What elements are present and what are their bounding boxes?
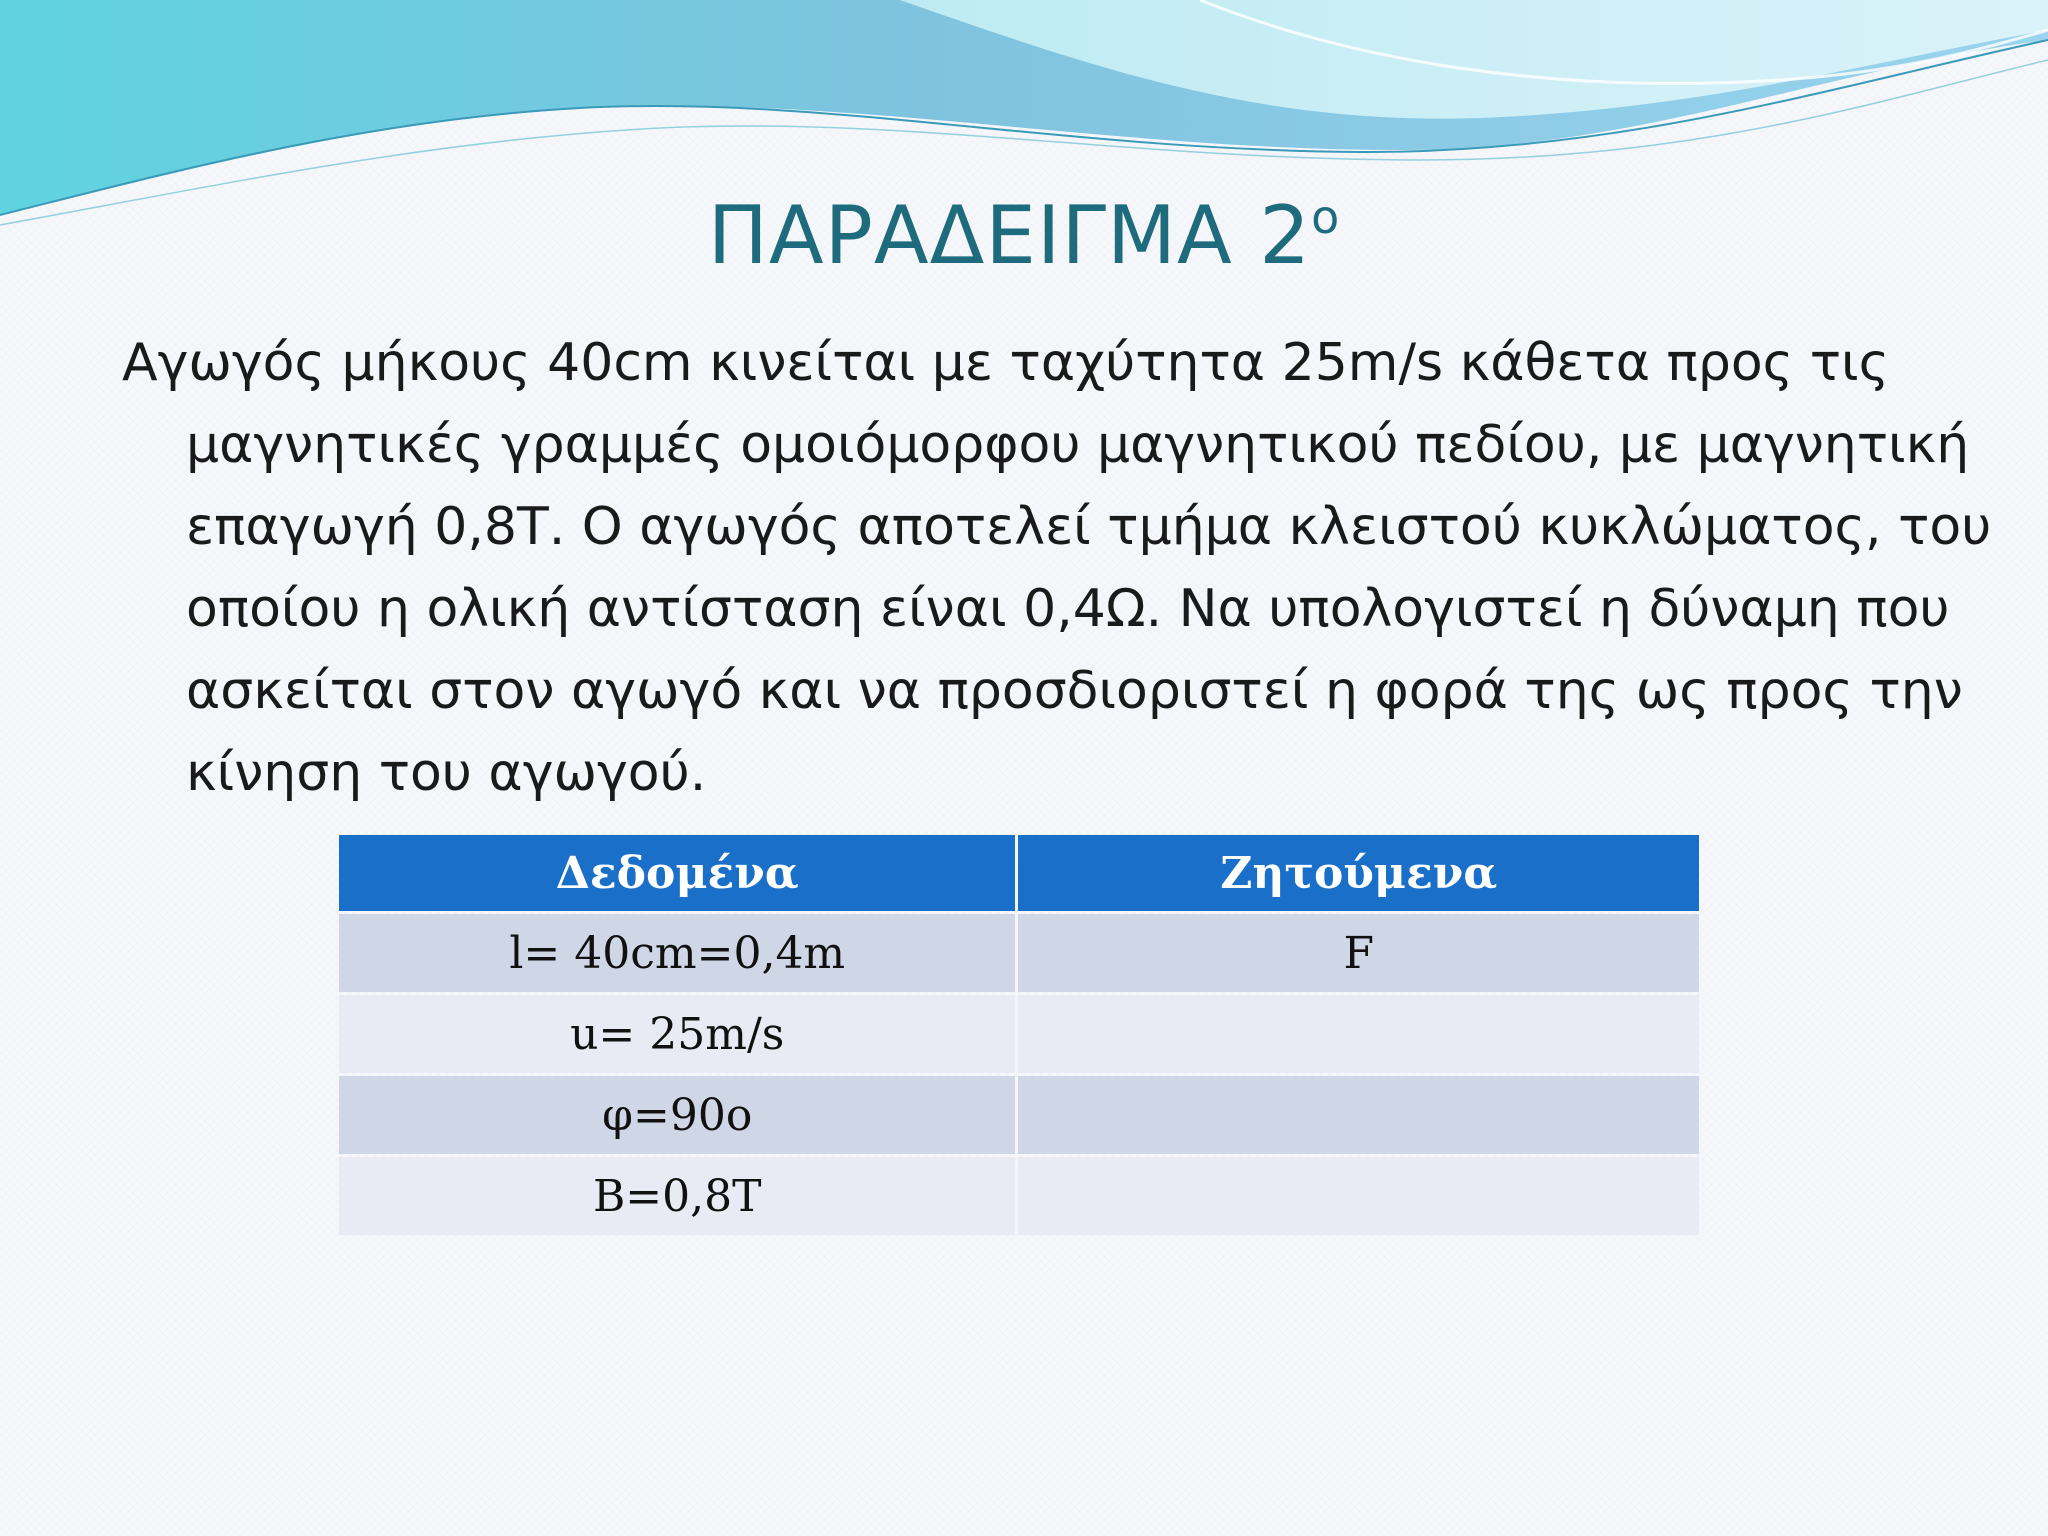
table-cell-given: φ=90ο (339, 1076, 1015, 1154)
slide-title (0, 189, 2048, 282)
problem-statement: Αγωγός μήκους 40cm κινείται με ταχύτητα 25m/s κάθετα προς τις μαγνητικές γραμμές ομοιόμορφου μαγνητικού πεδίου, με μαγνητική επαγωγή 0,8Τ. Ο αγωγός αποτελεί τμήμα κλειστού κυκλώματος, του οποίου η ολική αντίσταση είναι 0,4Ω. Να υπολογιστεί η δύναμη που ασκείται στον αγωγό και να προσδιοριστεί η φορά της ως προς την κίνηση του αγωγού. (122, 333, 1992, 803)
header-required: Ζητούμενα (1018, 835, 1699, 911)
slide-title-superscript: ο (1311, 190, 1341, 244)
table-cell-required: F (1018, 914, 1699, 992)
table-row (339, 914, 1699, 992)
header-given: Δεδομένα (339, 835, 1015, 911)
table-cell-required (1018, 1076, 1699, 1154)
table-cell-required (1018, 995, 1699, 1073)
table-cell-given: Β=0,8Τ (339, 1157, 1015, 1235)
table-cell-required (1018, 1157, 1699, 1235)
table-row (339, 995, 1699, 1073)
table-row (339, 1076, 1699, 1154)
slide-title-main: ΠΑΡΑΔΕΙΓΜΑ 2 (707, 189, 1312, 282)
given-and-required-table (336, 832, 1702, 1238)
table-header-row (339, 835, 1699, 911)
table-row (339, 1157, 1699, 1235)
table-cell-given: l= 40cm=0,4m (339, 914, 1015, 992)
table-cell-given: u= 25m/s (339, 995, 1015, 1073)
